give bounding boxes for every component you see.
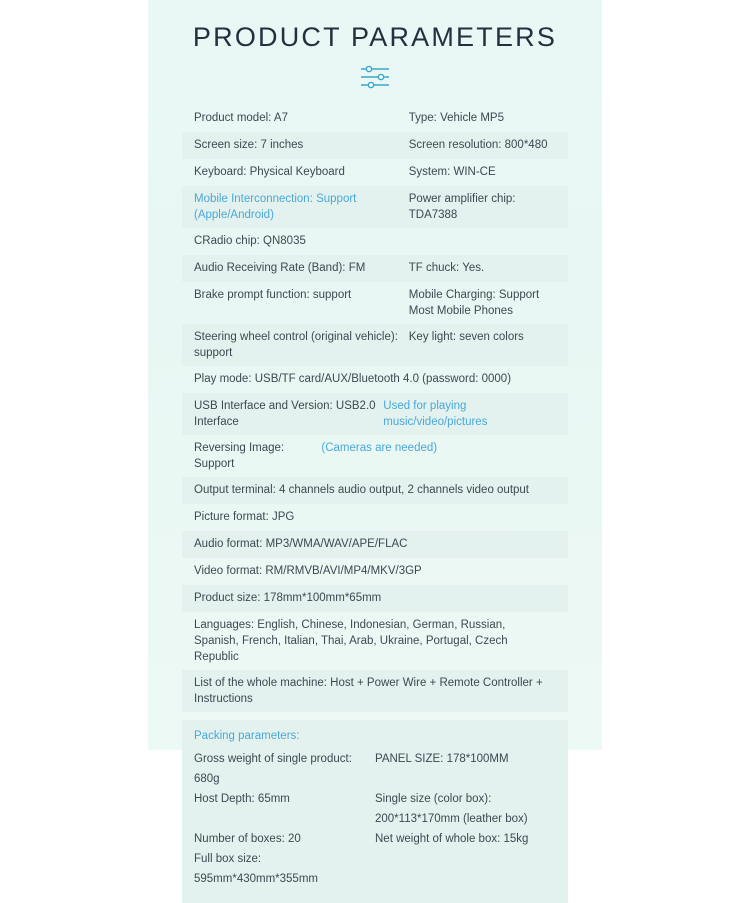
table-row [182, 255, 568, 282]
spec-label: CRadio chip: QN8035 [194, 235, 306, 247]
spec-label: Steering wheel control (original vehicle): support [194, 331, 398, 359]
table-row [182, 612, 568, 670]
table-row [182, 504, 568, 531]
spec-table [182, 105, 568, 712]
spec-value: Power amplifier chip: TDA7388 [408, 193, 516, 221]
packing-row [194, 849, 556, 889]
packing-parameters-block [182, 720, 568, 903]
spec-label: Output terminal: 4 channels audio output, 2 channels video output [194, 484, 530, 496]
spec-label: Video format: RM/RMVB/AVI/MP4/MKV/3GP [194, 565, 422, 577]
spec-label: Product model: A7 [194, 112, 288, 124]
packing-label: Host Depth: 65mm [194, 793, 290, 805]
spec-label: Audio format: MP3/WMA/WAV/APE/FLAC [194, 538, 408, 550]
packing-title: Packing parameters: [194, 730, 300, 742]
table-row [182, 670, 568, 712]
table-row [182, 531, 568, 558]
spec-value: Screen resolution: 800*480 [408, 139, 548, 151]
table-row [182, 324, 568, 366]
spec-label: Picture format: JPG [194, 511, 295, 523]
table-row [182, 159, 568, 186]
table-row [182, 132, 568, 159]
packing-value: Single size (color box): 200*113*170mm (leather box) [375, 793, 528, 825]
packing-value: Net weight of whole box: 15kg [375, 833, 529, 845]
table-row [182, 393, 568, 435]
packing-rows [194, 749, 556, 889]
right-margin-strip [602, 0, 750, 750]
spec-label: Product size: 178mm*100mm*65mm [194, 592, 382, 604]
table-row [182, 186, 568, 228]
packing-value: PANEL SIZE: 178*100MM [375, 753, 509, 765]
table-row [182, 228, 568, 255]
spec-value: Used for playing music/video/pictures [383, 400, 488, 428]
packing-label: Gross weight of single product: 680g [194, 753, 352, 785]
spec-value: (Cameras are needed) [321, 442, 438, 454]
packing-label: Full box size: 595mm*430mm*355mm [194, 853, 318, 885]
spec-label: Brake prompt function: support [194, 289, 352, 301]
spec-label: Reversing Image: Support [194, 442, 285, 470]
table-row [182, 558, 568, 585]
spec-value: Type: Vehicle MP5 [408, 112, 504, 124]
sliders-icon [355, 63, 395, 93]
packing-row [194, 789, 556, 829]
spec-label: Screen size: 7 inches [194, 139, 304, 151]
page-title: PRODUCT PARAMETERS [192, 22, 558, 52]
spec-label: Audio Receiving Rate (Band): FM [194, 262, 366, 274]
spec-value: System: WIN-CE [408, 166, 496, 178]
packing-value [375, 849, 556, 889]
spec-value: TF chuck: Yes. [408, 262, 485, 274]
left-margin-strip [0, 0, 148, 750]
table-row [182, 282, 568, 324]
spec-label: Play mode: USB/TF card/AUX/Bluetooth 4.0 (password: 0000) [194, 373, 512, 385]
spec-label: List of the whole machine: Host + Power Wire + Remote Controller + Instructions [194, 677, 543, 705]
packing-label: Number of boxes: 20 [194, 833, 301, 845]
table-row [182, 477, 568, 504]
spec-label: USB Interface and Version: USB2.0 Interface [194, 400, 376, 428]
table-row [182, 435, 568, 477]
content-area [148, 0, 602, 885]
packing-row [194, 829, 556, 849]
spec-value: Mobile Charging: Support Most Mobile Phones [408, 289, 540, 317]
spec-label: Languages: English, Chinese, Indonesian, German, Russian, Spanish, French, Italian, Thai, Arab, Ukraine, Portugal, Czech Republic [194, 619, 508, 663]
table-row [182, 105, 568, 132]
table-row [182, 585, 568, 612]
table-row [182, 366, 568, 393]
packing-row [194, 749, 556, 789]
spec-label: Keyboard: Physical Keyboard [194, 166, 345, 178]
spec-label: Mobile Interconnection: Support (Apple/Android) [194, 193, 357, 221]
spec-value: Key light: seven colors [408, 331, 524, 343]
